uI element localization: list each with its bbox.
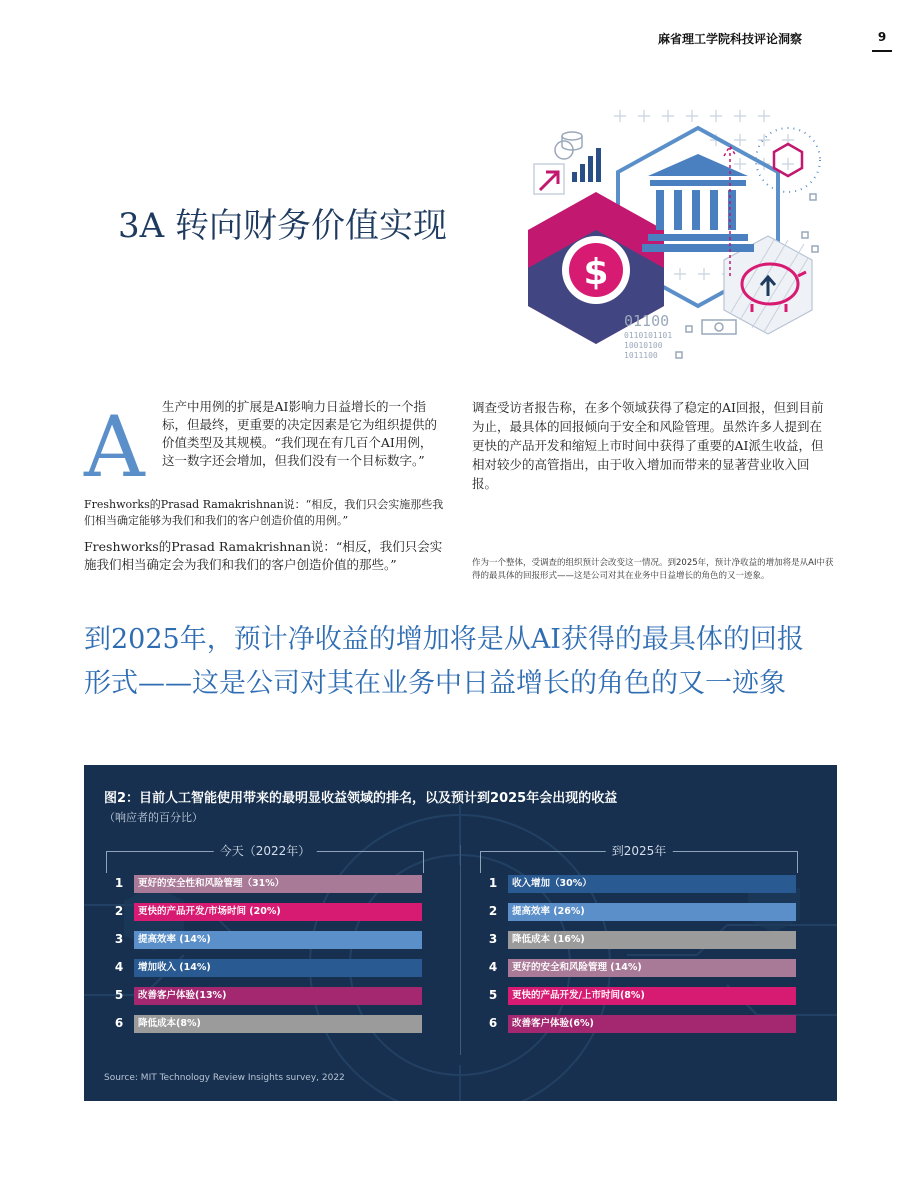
section-title: 3A 转向财务价值实现: [118, 206, 447, 246]
rank-number: 2: [114, 904, 124, 918]
ranking-bar: 收入增加（30%）: [508, 875, 796, 893]
ranking-bar: 改善客户体验(13%): [134, 987, 422, 1005]
rank-number: 1: [488, 876, 498, 890]
ranking-bar: 提高效率 (26%): [508, 903, 796, 921]
pull-quote: 到2025年，预计净收益的增加将是从AI获得的最具体的回报形式——这是公司对其在业务中日益增长的角色的又一迹象: [84, 624, 804, 699]
panel-bracket: [480, 844, 798, 873]
ranking-row: [106, 931, 424, 949]
ranking-bar: 降低成本(8%): [134, 1015, 422, 1033]
panel-2025: [480, 844, 798, 1043]
dollar-sign-icon: $: [583, 252, 609, 293]
figure-2: [84, 765, 837, 1101]
banknote-icon: [702, 320, 736, 334]
ranking-row: [480, 875, 798, 893]
ranking-row: [480, 987, 798, 1005]
page-number-underline: [872, 50, 892, 52]
rank-number: 4: [488, 960, 498, 974]
figure-source: Source: MIT Technology Review Insights survey, 2022: [104, 1073, 345, 1083]
binary-line-3: 1011100: [624, 351, 658, 360]
panel-label-2025: 到2025年: [606, 842, 673, 859]
ranking-row: [106, 1015, 424, 1033]
survey-paragraph: 调查受访者报告称，在多个领域获得了稳定的AI回报，但到目前为止，最具体的回报倾向于安全和风险管理。虽然许多人提到在更快的产品开发和缩短上市时间中获得了重要的AI派生收益，但相对较少的高管指出，由于收入增加而带来的显著营业收入回报。: [472, 400, 824, 491]
bank-icon: [642, 154, 754, 252]
ranking-bar: 更快的产品开发/市场时间 (20%): [134, 903, 422, 921]
ranking-row: [106, 875, 424, 893]
rank-number: 3: [488, 932, 498, 946]
finance-illustration: [520, 100, 830, 372]
ranking-bar: 改善客户体验(6%): [508, 1015, 796, 1033]
ranking-row: [106, 987, 424, 1005]
ranking-row: [480, 959, 798, 977]
ranking-bar: 更快的产品开发/上市时间(8%): [508, 987, 796, 1005]
growth-arrow-icon: [534, 164, 564, 194]
rank-number: 6: [114, 1016, 124, 1030]
rank-number: 4: [114, 960, 124, 974]
rank-number: 3: [114, 932, 124, 946]
quote-paragraph-small: Freshworks的Prasad Ramakrishnan说：“相反，我们只会实施那些我们相当确定能够为我们和我们的客户创造价值的用例。”: [84, 498, 444, 527]
ranking-bar: 更好的安全性和风险管理（31%）: [134, 875, 422, 893]
binary-line-2: 10010100: [624, 341, 663, 350]
ranking-bar: 更好的安全和风险管理 (14%): [508, 959, 796, 977]
ranking-bar: 增加收入 (14%): [134, 959, 422, 977]
rank-number: 2: [488, 904, 498, 918]
drop-cap: A: [84, 398, 145, 496]
ranking-bar: 降低成本 (16%): [508, 931, 796, 949]
quote-paragraph: Freshworks的Prasad Ramakrishnan说：“相反，我们只会实施我们相当确定会为我们和我们的客户创造价值的那些。”: [84, 539, 443, 572]
ranking-row: [106, 959, 424, 977]
ranking-row: [480, 931, 798, 949]
rank-number: 5: [488, 988, 498, 1002]
panel-label-today: 今天（2022年）: [214, 842, 317, 859]
ranking-bar: 提高效率 (14%): [134, 931, 422, 949]
rank-number: 1: [114, 876, 124, 890]
binary-line-1: 0110101101: [624, 331, 673, 340]
summary-paragraph-small: 作为一个整体，受调查的组织预计会改变这一情况。到2025年，预计净收益的增加将是从AI中获得的最具体的回报形式——这是公司对其在业务中日益增长的角色的又一迹象。: [472, 558, 834, 581]
rank-number: 5: [114, 988, 124, 1002]
panel-today: [106, 844, 424, 1043]
ranking-row: [106, 903, 424, 921]
page-number: 9: [877, 30, 887, 44]
intro-paragraph: 生产中用例的扩展是AI影响力日益增长的一个指标，但最终，更重要的决定因素是它为组织提供的价值类型及其规模。“我们现在有几百个AI用例，这一数字还会增加，但我们没有一个目标数字。”: [162, 399, 438, 468]
publication-title: 麻省理工学院科技评论洞察: [657, 32, 802, 46]
binary-text-large: 01100: [624, 312, 670, 330]
panel-divider: [460, 845, 461, 1055]
coin-stack-icon: [555, 132, 582, 159]
figure-title: 图2：目前人工智能使用带来的最明显收益领域的排名，以及预计到2025年会出现的收益: [104, 791, 618, 806]
figure-subtitle: （响应者的百分比）: [104, 811, 203, 824]
panel-bracket: [106, 844, 424, 873]
rank-number: 6: [488, 1016, 498, 1030]
ranking-row: [480, 903, 798, 921]
ranking-row: [480, 1015, 798, 1033]
bar-chart-icon: [572, 148, 601, 182]
